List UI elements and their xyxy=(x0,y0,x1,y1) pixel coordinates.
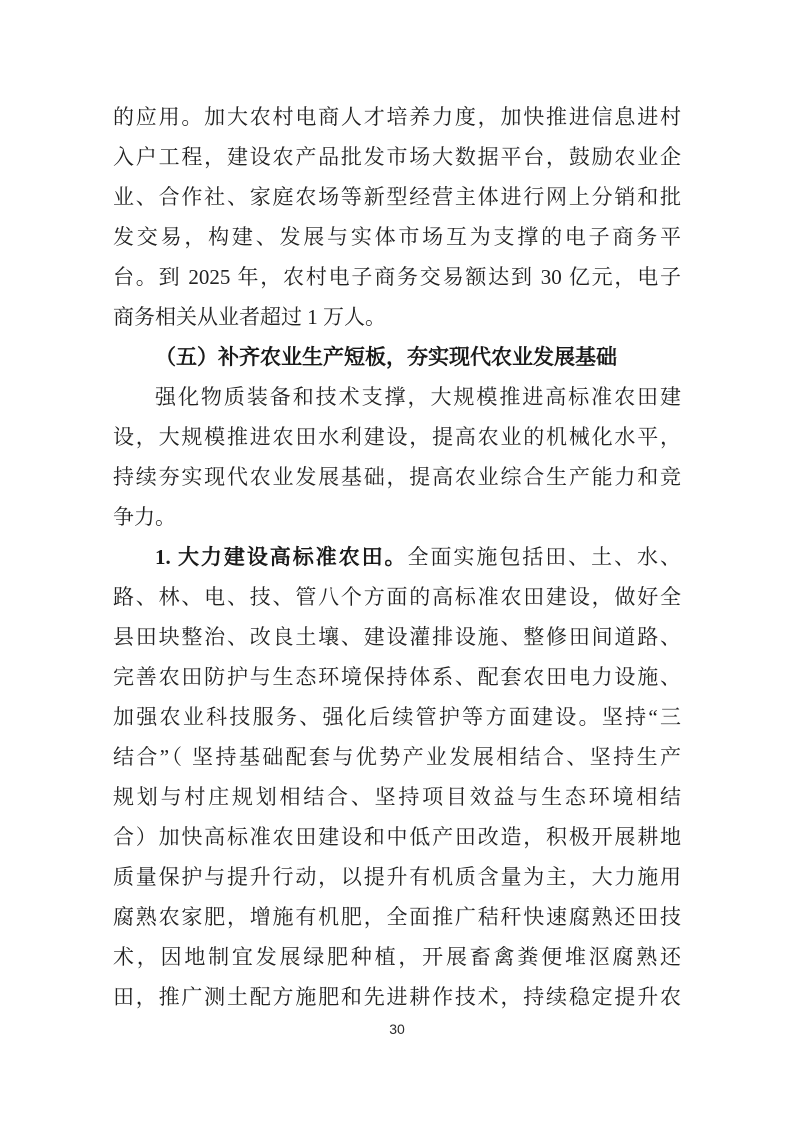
text-line: 质量保护与提升行动，以提升有机质含量为主，大力施用 xyxy=(113,865,681,889)
text-line: 县田块整治、改良土壤、建设灌排设施、整修田间道路、 xyxy=(113,625,681,649)
section-heading: （五）补齐农业生产短板，夯实现代农业发展基础 xyxy=(155,345,617,369)
text-line: 强化物质装备和技术支撑，大规模推进高标准农田建 xyxy=(155,385,681,409)
text-line: 业、合作社、家庭农场等新型经营主体进行网上分销和批 xyxy=(113,185,681,209)
item-lead-rest: 全面实施包括田、土、水、 xyxy=(407,545,681,569)
text-line: 的应用。加大农村电商人才培养力度，加快推进信息进村 xyxy=(113,105,681,129)
text-line: 入户工程，建设农产品批发市场大数据平台，鼓励农业企 xyxy=(113,145,681,169)
text-line: 规划与村庄规划相结合、坚持项目效益与生态环境相结 xyxy=(113,785,681,809)
text-line: 商务相关从业者超过 1 万人。 xyxy=(113,305,386,329)
text-line: 合）加快高标准农田建设和中低产田改造，积极开展耕地 xyxy=(113,825,681,849)
text-line: 争力。 xyxy=(113,505,176,529)
text-line: 完善农田防护与生态环境保持体系、配套农田电力设施、 xyxy=(113,665,681,689)
text-line: 术，因地制宜发展绿肥种植，开展畜禽粪便堆沤腐熟还 xyxy=(113,945,681,969)
text-line: 设，大规模推进农田水利建设，提高农业的机械化水平， xyxy=(113,425,681,449)
page-number: 30 xyxy=(389,1021,405,1037)
text-line: 台。到 2025 年，农村电子商务交易额达到 30 亿元，电子 xyxy=(113,265,681,289)
text-line: 结合”（ 坚持基础配套与优势产业发展相结合、坚持生产 xyxy=(113,745,681,769)
text-line: 持续夯实现代农业发展基础，提高农业综合生产能力和竞 xyxy=(113,465,681,489)
text-line: 发交易，构建、发展与实体市场互为支撑的电子商务平 xyxy=(113,225,681,249)
text-line-item-lead xyxy=(113,537,681,577)
text-line: 路、林、电、技、管八个方面的高标准农田建设，做好全 xyxy=(113,585,681,609)
text-line: 田，推广测土配方施肥和先进耕作技术，持续稳定提升农 xyxy=(113,985,681,1009)
item-number-title: 1. 大力建设高标准农田。 xyxy=(155,545,408,569)
text-line: 腐熟农家肥，增施有机肥，全面推广秸秆快速腐熟还田技 xyxy=(113,905,681,929)
text-block xyxy=(113,97,681,1017)
text-line: 加强农业科技服务、强化后续管护等方面建设。坚持“三 xyxy=(113,705,681,729)
